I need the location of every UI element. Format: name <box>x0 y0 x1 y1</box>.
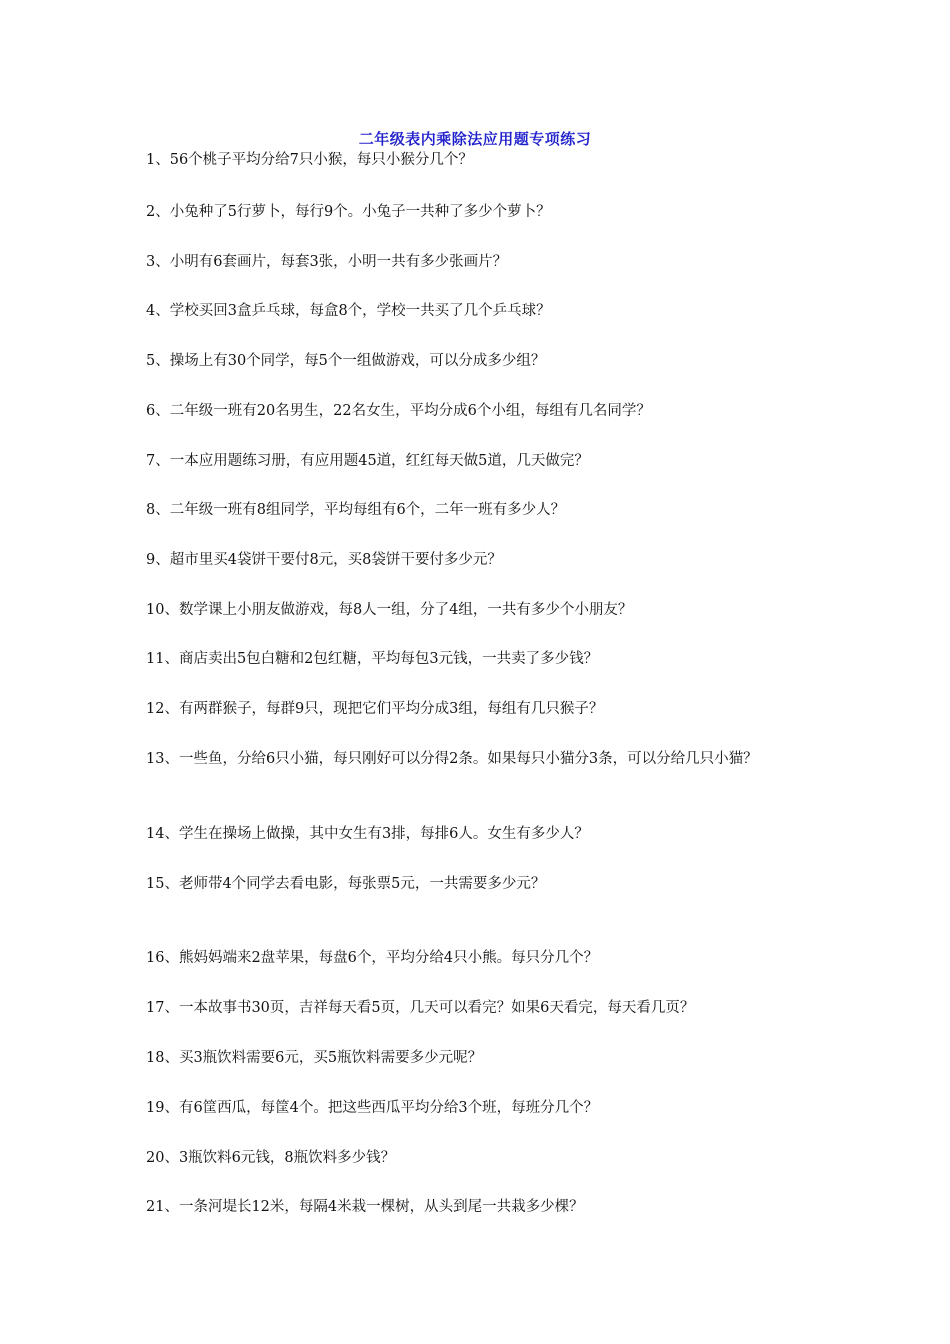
question-6: 6、二年级一班有20名男生，22名女生，平均分成6个小组，每组有几名同学？ <box>146 403 651 419</box>
question-7: 7、一本应用题练习册，有应用题45道，红红每天做5道，几天做完？ <box>146 453 589 469</box>
question-8: 8、二年级一班有8组同学，平均每组有6个，二年一班有多少人？ <box>146 502 566 518</box>
question-19: 19、有6筐西瓜，每筐4个。把这些西瓜平均分给3个班，每班分几个？ <box>146 1100 599 1116</box>
question-17: 17、一本故事书30页，吉祥每天看5页，几天可以看完？如果6天看完，每天看几页？ <box>146 1000 695 1016</box>
question-1: 1、56个桃子平均分给7只小猴，每只小猴分几个？ <box>146 152 473 168</box>
document-title: 二年级表内乘除法应用题专项练习 <box>358 130 592 148</box>
question-2: 2、小兔种了5行萝卜，每行9个。小兔子一共种了多少个萝卜？ <box>146 204 551 220</box>
question-10: 10、数学课上小朋友做游戏，每8人一组，分了4组，一共有多少个小朋友？ <box>146 602 633 618</box>
question-9: 9、超市里买4袋饼干要付8元，买8袋饼干要付多少元？ <box>146 552 502 568</box>
question-11: 11、商店卖出5包白糖和2包红糖，平均每包3元钱，一共卖了多少钱？ <box>146 651 599 667</box>
question-15: 15、老师带4个同学去看电影，每张票5元，一共需要多少元？ <box>146 876 546 892</box>
question-4: 4、学校买回3盒乒乓球，每盒8个，学校一共买了几个乒乓球？ <box>146 303 551 319</box>
question-20: 20、3瓶饮料6元钱，8瓶饮料多少钱？ <box>146 1150 396 1166</box>
question-21: 21、一条河堤长12米，每隔4米栽一棵树，从头到尾一共栽多少棵？ <box>146 1199 584 1215</box>
question-18: 18、买3瓶饮料需要6元，买5瓶饮料需要多少元呢？ <box>146 1050 483 1066</box>
question-5: 5、操场上有30个同学，每5个一组做游戏，可以分成多少组？ <box>146 353 546 369</box>
question-12: 12、有两群猴子，每群9只，现把它们平均分成3组，每组有几只猴子？ <box>146 701 604 717</box>
question-13: 13、一些鱼，分给6只小猫，每只刚好可以分得2条。如果每只小猫分3条，可以分给几只小猫？ <box>146 751 758 767</box>
question-14: 14、学生在操场上做操，其中女生有3排，每排6人。女生有多少人？ <box>146 826 589 842</box>
question-3: 3、小明有6套画片，每套3张，小明一共有多少张画片？ <box>146 254 508 270</box>
question-16: 16、熊妈妈端来2盘苹果，每盘6个，平均分给4只小熊。每只分几个？ <box>146 950 599 966</box>
